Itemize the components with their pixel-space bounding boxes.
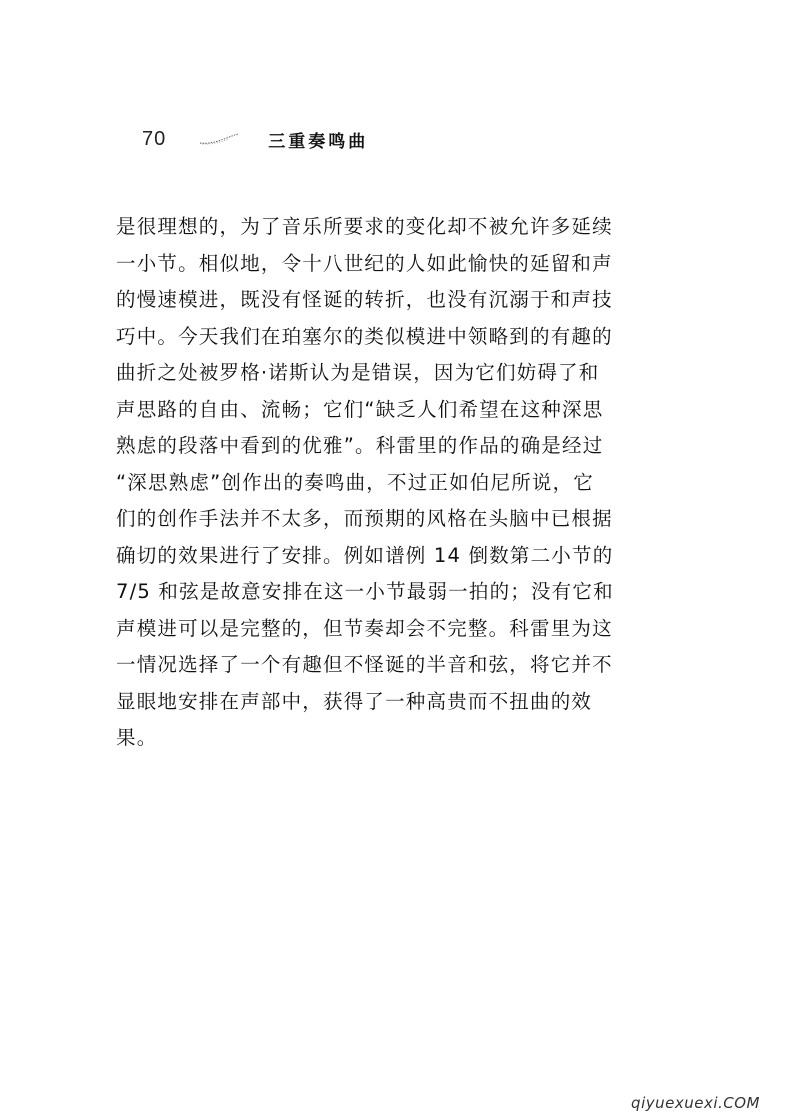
text-line: 是很理想的，为了音乐所要求的变化却不被允许多延续	[116, 215, 613, 238]
body-paragraph	[116, 209, 686, 757]
ornament-flourish-icon	[198, 132, 240, 146]
text-line: 声思路的自由、流畅；它们“缺乏人们希望在这种深思	[116, 397, 604, 421]
text-line: 一情况选择了一个有趣但不怪诞的半音和弦，将它并不	[116, 653, 613, 676]
page-header	[142, 124, 368, 154]
text-line: 确切的效果进行了安排。例如谱例 14 倒数第二小节的	[116, 543, 614, 567]
text-line: 的慢速模进，既没有怪诞的转折，也没有沉溺于和声技	[116, 288, 613, 311]
text-line: “深思熟虑”创作出的奏鸣曲，不过正如伯尼所说，它	[116, 470, 595, 494]
text-line: 熟虑的段落中看到的优雅”。科雷里的作品的确是经过	[116, 434, 604, 457]
text-line: 声模进可以是完整的，但节奏却会不完整。科雷里为这	[116, 616, 613, 640]
text-line: 巧中。今天我们在珀塞尔的类似模进中领略到的有趣的	[116, 324, 613, 348]
text-line: 果。	[116, 726, 158, 749]
text-line: 7/5 和弦是故意安排在这一小节最弱一拍的；没有它和	[116, 580, 614, 603]
text-line: 显眼地安排在声部中，获得了一种高贵而不扭曲的效	[116, 689, 593, 713]
text-line: 们的创作手法并不太多，而预期的风格在头脑中已根据	[116, 507, 613, 530]
text-line: 一小节。相似地，令十八世纪的人如此愉快的延留和声	[116, 251, 613, 275]
running-title: 三重奏鸣曲	[268, 131, 369, 152]
text-line: 曲折之处被罗格·诺斯认为是错误，因为它们妨碍了和	[116, 361, 600, 384]
page-number: 70	[142, 127, 167, 150]
watermark: qiyuexuexi.COM	[631, 1094, 760, 1112]
